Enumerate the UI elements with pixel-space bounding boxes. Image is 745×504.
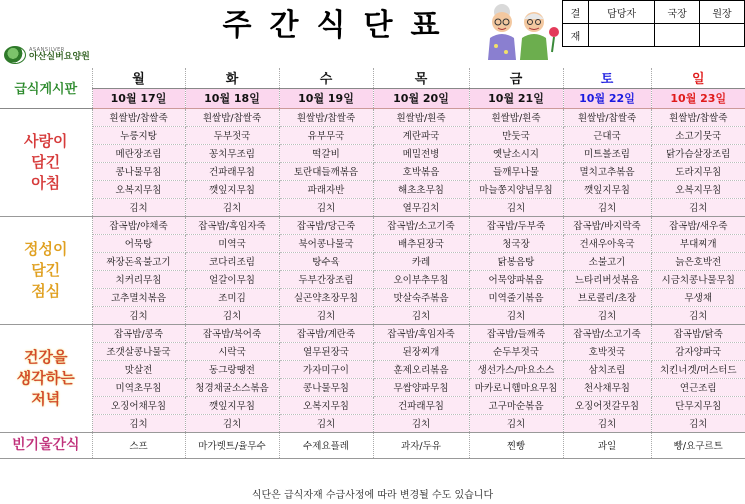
menu-cell: 김치 <box>279 198 373 216</box>
menu-cell: 해초초무침 <box>373 180 469 198</box>
menu-cell: 잡곡밥/소고기죽 <box>563 324 651 342</box>
menu-cell: 훈제오리볶음 <box>373 360 469 378</box>
menu-cell: 잡곡밥/닭죽 <box>651 324 745 342</box>
board-label: 급식게시판 <box>14 82 78 98</box>
page-title: 주간식단표 <box>222 8 458 43</box>
dinner-label-line: 건강을 <box>24 347 68 366</box>
menu-row-lunch <box>0 306 745 324</box>
board-label-cell <box>0 68 92 108</box>
menu-cell: 된장찌개 <box>373 342 469 360</box>
menu-cell: 닭가슴살장조림 <box>651 144 745 162</box>
menu-cell: 건파래무침 <box>373 396 469 414</box>
menu-cell: 오복지무침 <box>279 396 373 414</box>
menu-cell: 두부간장조림 <box>279 270 373 288</box>
menu-row-lunch <box>0 234 745 252</box>
menu-cell: 근대국 <box>563 126 651 144</box>
menu-cell: 잡곡밥/두부죽 <box>469 216 563 234</box>
menu-cell: 연근조림 <box>651 378 745 396</box>
logo-korean-name: 아산실버요양원 <box>29 52 90 62</box>
menu-cell: 열무김치 <box>373 198 469 216</box>
menu-cell: 김치 <box>279 414 373 432</box>
menu-row-dinner <box>0 360 745 378</box>
menu-cell: 청국장 <box>469 234 563 252</box>
menu-cell: 미역국 <box>185 234 279 252</box>
menu-cell: 옛날소시지 <box>469 144 563 162</box>
menu-row-breakfast <box>0 180 745 198</box>
menu-cell: 호박볶음 <box>373 162 469 180</box>
date-header-row <box>0 88 745 108</box>
day-wed: 수 <box>279 68 373 88</box>
approval-role-director: 국장 <box>655 1 700 24</box>
day-sat: 토 <box>563 68 651 88</box>
menu-row-lunch <box>0 252 745 270</box>
menu-cell: 들깨무나물 <box>469 162 563 180</box>
menu-cell: 생선가스/마요소스 <box>469 360 563 378</box>
approval-sign-staff <box>589 24 655 47</box>
dinner-label-line: 생각하는 <box>16 368 75 387</box>
menu-cell: 고구마순볶음 <box>469 396 563 414</box>
menu-cell: 얼갈이무침 <box>185 270 279 288</box>
menu-cell: 잡곡밥/당근죽 <box>279 216 373 234</box>
lunch-label <box>0 239 92 302</box>
menu-cell: 흰쌀밥/흰죽 <box>469 108 563 126</box>
menu-cell: 동그랑땡전 <box>185 360 279 378</box>
menu-cell: 흰쌀밥/찹쌀죽 <box>279 108 373 126</box>
menu-cell: 꽁치무조림 <box>185 144 279 162</box>
snack-cell: 빵/요구르트 <box>651 432 745 458</box>
weekday-header-row <box>0 68 745 88</box>
menu-cell: 짜장돈육불고기 <box>92 252 185 270</box>
menu-cell: 치킨너겟/머스터드 <box>651 360 745 378</box>
menu-cell: 오복지무침 <box>651 180 745 198</box>
menu-row-dinner <box>0 324 745 342</box>
menu-cell: 도라지무침 <box>651 162 745 180</box>
menu-cell: 가자미구이 <box>279 360 373 378</box>
menu-cell: 미역초무침 <box>92 378 185 396</box>
menu-cell: 김치 <box>92 306 185 324</box>
menu-row-lunch <box>0 216 745 234</box>
dinner-label-line: 저녁 <box>31 389 61 408</box>
snack-cell: 수제요플레 <box>279 432 373 458</box>
menu-cell: 천사채무침 <box>563 378 651 396</box>
menu-cell: 흰쌀밥/흰죽 <box>373 108 469 126</box>
logo-text <box>29 48 90 62</box>
menu-cell: 잡곡밥/흑임자죽 <box>185 216 279 234</box>
menu-cell: 치커리무침 <box>92 270 185 288</box>
date-sun: 10월 23일 <box>651 88 745 108</box>
footer-note: 식단은 급식자재 수급사정에 따라 변경될 수도 있습니다 <box>251 490 494 501</box>
menu-cell: 건새우아욱국 <box>563 234 651 252</box>
snack-cell: 스프 <box>92 432 185 458</box>
menu-cell: 누룽지탕 <box>92 126 185 144</box>
snack-row <box>0 432 745 458</box>
menu-cell: 건파래무침 <box>185 162 279 180</box>
menu-cell: 무생채 <box>651 288 745 306</box>
menu-cell: 계란파국 <box>373 126 469 144</box>
menu-row-breakfast <box>0 126 745 144</box>
menu-cell: 조갯살콩나물국 <box>92 342 185 360</box>
menu-cell: 실곤약초장무침 <box>279 288 373 306</box>
menu-cell: 깻잎지무침 <box>185 396 279 414</box>
menu-cell: 김치 <box>185 414 279 432</box>
menu-cell: 김치 <box>651 198 745 216</box>
menu-cell: 무쌈양파무침 <box>373 378 469 396</box>
approval-role-staff: 담당자 <box>589 1 655 24</box>
approval-label-bottom: 재 <box>563 24 589 47</box>
day-fri: 금 <box>469 68 563 88</box>
menu-cell: 잡곡밥/들깨죽 <box>469 324 563 342</box>
menu-cell: 멸치고추볶음 <box>563 162 651 180</box>
date-mon: 10월 17일 <box>92 88 185 108</box>
date-sat: 10월 22일 <box>563 88 651 108</box>
menu-cell: 부대찌개 <box>651 234 745 252</box>
menu-cell: 김치 <box>651 414 745 432</box>
snack-label-cell <box>0 432 92 458</box>
menu-row-breakfast <box>0 144 745 162</box>
menu-cell: 깻잎지무침 <box>185 180 279 198</box>
breakfast-label-cell <box>0 108 92 216</box>
snack-cell: 찐빵 <box>469 432 563 458</box>
menu-cell: 어묵탕 <box>92 234 185 252</box>
menu-cell: 어묵양파볶음 <box>469 270 563 288</box>
menu-cell: 흰쌀밥/찹쌀죽 <box>185 108 279 126</box>
dinner-label <box>0 347 92 410</box>
menu-cell: 북어콩나물국 <box>279 234 373 252</box>
menu-cell: 잡곡밥/흑임자죽 <box>373 324 469 342</box>
menu-cell: 잡곡밥/콩죽 <box>92 324 185 342</box>
menu-cell: 흰쌀밥/찹쌀죽 <box>92 108 185 126</box>
menu-cell: 김치 <box>563 306 651 324</box>
menu-cell: 맛살전 <box>92 360 185 378</box>
dinner-label-cell <box>0 324 92 432</box>
grandparents-illustration-icon <box>474 2 562 60</box>
menu-cell: 순두부젓국 <box>469 342 563 360</box>
menu-cell: 메밀전병 <box>373 144 469 162</box>
snack-cell: 마가렛트/율무수 <box>185 432 279 458</box>
facility-logo <box>4 44 154 66</box>
menu-cell: 메란장조림 <box>92 144 185 162</box>
menu-cell: 김치 <box>373 306 469 324</box>
menu-row-breakfast <box>0 198 745 216</box>
menu-cell: 미역줄기볶음 <box>469 288 563 306</box>
menu-cell: 오징어젓갈무침 <box>563 396 651 414</box>
menu-cell: 시금치콩나물무침 <box>651 270 745 288</box>
menu-row-dinner <box>0 396 745 414</box>
menu-cell: 콩나물무침 <box>92 162 185 180</box>
date-thu: 10월 20일 <box>373 88 469 108</box>
menu-row-lunch <box>0 270 745 288</box>
menu-cell: 김치 <box>469 414 563 432</box>
menu-cell: 잡곡밥/새우죽 <box>651 216 745 234</box>
menu-row-breakfast <box>0 108 745 126</box>
lunch-label-cell <box>0 216 92 324</box>
menu-cell: 오복지무침 <box>92 180 185 198</box>
menu-cell: 흰쌀밥/찹쌀죽 <box>563 108 651 126</box>
menu-cell: 소고기뭇국 <box>651 126 745 144</box>
approval-box <box>562 0 745 47</box>
menu-cell: 마늘쫑지양념무침 <box>469 180 563 198</box>
menu-cell: 김치 <box>469 306 563 324</box>
menu-cell: 소불고기 <box>563 252 651 270</box>
menu-cell: 김치 <box>651 306 745 324</box>
menu-cell: 호박젓국 <box>563 342 651 360</box>
date-tue: 10월 18일 <box>185 88 279 108</box>
menu-cell: 코다리조림 <box>185 252 279 270</box>
menu-cell: 잡곡밥/계란죽 <box>279 324 373 342</box>
menu-cell: 조미김 <box>185 288 279 306</box>
approval-sign-head <box>700 24 745 47</box>
menu-cell: 콩나물무침 <box>279 378 373 396</box>
menu-cell: 깻잎지무침 <box>563 180 651 198</box>
menu-cell: 파래자반 <box>279 180 373 198</box>
menu-cell: 김치 <box>92 198 185 216</box>
menu-cell: 감자양파국 <box>651 342 745 360</box>
menu-cell: 단무지무침 <box>651 396 745 414</box>
menu-row-dinner <box>0 378 745 396</box>
snack-cell: 과일 <box>563 432 651 458</box>
menu-row-breakfast <box>0 162 745 180</box>
menu-cell: 미트볼조림 <box>563 144 651 162</box>
menu-cell: 마카로니햄마요무침 <box>469 378 563 396</box>
menu-cell: 토란대들깨볶음 <box>279 162 373 180</box>
day-mon: 월 <box>92 68 185 88</box>
menu-cell: 김치 <box>185 198 279 216</box>
menu-cell: 김치 <box>469 198 563 216</box>
menu-cell: 김치 <box>373 414 469 432</box>
menu-cell: 잡곡밥/야채죽 <box>92 216 185 234</box>
logo-english-name: ASANSILVER <box>29 47 65 53</box>
snack-cell: 과자/두유 <box>373 432 469 458</box>
menu-cell: 늙은호박전 <box>651 252 745 270</box>
menu-cell: 배추된장국 <box>373 234 469 252</box>
snack-label: 빈기울간식 <box>11 436 80 453</box>
approval-role-head: 원장 <box>700 1 745 24</box>
menu-cell: 만둣국 <box>469 126 563 144</box>
lunch-label-line: 점심 <box>31 281 61 300</box>
breakfast-label-line: 담긴 <box>31 152 61 171</box>
menu-cell: 유부무국 <box>279 126 373 144</box>
lunch-label-line: 정성이 <box>24 239 68 258</box>
menu-cell: 오징어채무침 <box>92 396 185 414</box>
menu-cell: 청경채굴소스볶음 <box>185 378 279 396</box>
menu-cell: 두부젓국 <box>185 126 279 144</box>
menu-row-lunch <box>0 288 745 306</box>
logo-emblem-icon <box>4 46 26 64</box>
menu-row-dinner <box>0 342 745 360</box>
menu-cell: 오이부추무침 <box>373 270 469 288</box>
approval-label-top: 결 <box>563 1 589 24</box>
menu-cell: 흰쌀밥/찹쌀죽 <box>651 108 745 126</box>
menu-cell: 잡곡밥/북어죽 <box>185 324 279 342</box>
menu-cell: 김치 <box>563 198 651 216</box>
menu-cell: 맛살숙주볶음 <box>373 288 469 306</box>
menu-cell: 카레 <box>373 252 469 270</box>
menu-cell: 김치 <box>185 306 279 324</box>
menu-cell: 잡곡밥/바지락죽 <box>563 216 651 234</box>
menu-cell: 떡갈비 <box>279 144 373 162</box>
lunch-label-line: 담긴 <box>31 260 61 279</box>
menu-cell: 잡곡밥/소고기죽 <box>373 216 469 234</box>
menu-cell: 닭봉음탕 <box>469 252 563 270</box>
day-thu: 목 <box>373 68 469 88</box>
date-wed: 10월 19일 <box>279 88 373 108</box>
menu-cell: 삼치조림 <box>563 360 651 378</box>
breakfast-label <box>0 131 92 194</box>
menu-row-dinner <box>0 414 745 432</box>
day-tue: 화 <box>185 68 279 88</box>
menu-cell: 김치 <box>92 414 185 432</box>
date-fri: 10월 21일 <box>469 88 563 108</box>
menu-cell: 고추멸치볶음 <box>92 288 185 306</box>
menu-cell: 탕수육 <box>279 252 373 270</box>
breakfast-label-line: 사랑이 <box>24 131 68 150</box>
menu-cell: 열무된장국 <box>279 342 373 360</box>
approval-sign-director <box>655 24 700 47</box>
menu-cell: 브로콜리/초장 <box>563 288 651 306</box>
menu-cell: 느타리버섯볶음 <box>563 270 651 288</box>
menu-cell: 시락국 <box>185 342 279 360</box>
menu-cell: 김치 <box>563 414 651 432</box>
menu-cell: 김치 <box>279 306 373 324</box>
day-sun: 일 <box>651 68 745 88</box>
weekly-menu-table <box>0 68 745 459</box>
breakfast-label-line: 아침 <box>31 173 61 192</box>
